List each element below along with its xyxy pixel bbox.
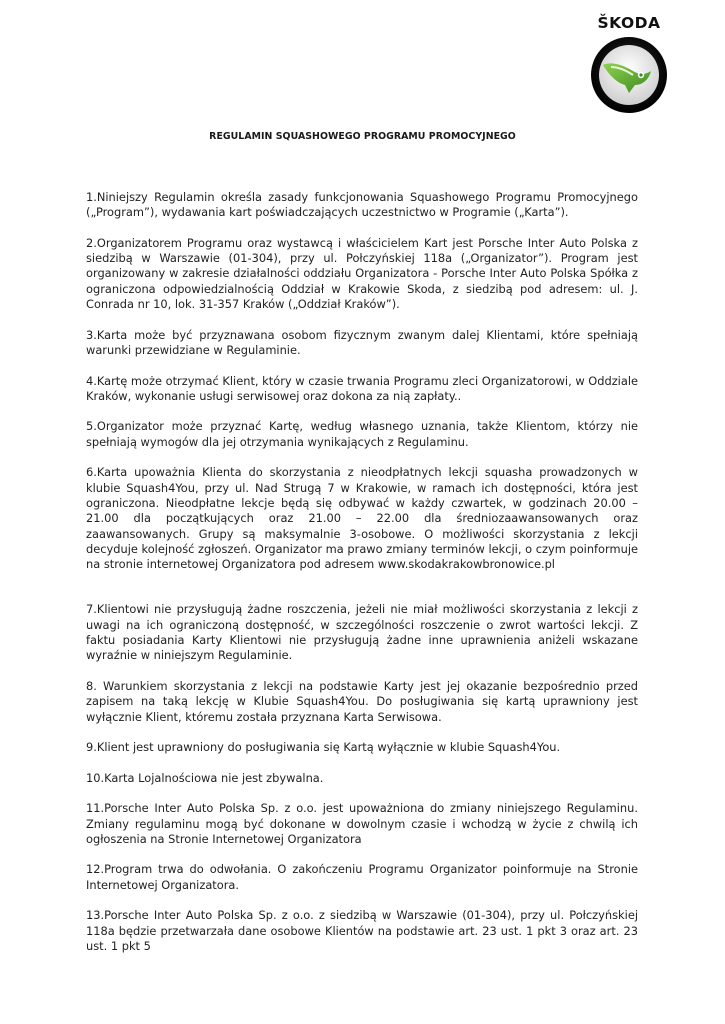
paragraph-1: 1.Niniejszy Regulamin określa zasady funkcjonowania Squashowego Programu Promocyjnego („Program”), wydawania kart poświadczających uczestnictwo w Programie („Karta”).: [86, 190, 638, 220]
paragraph-2: 2.Organizatorem Programu oraz wystawcą i właścicielem Kart jest Porsche Inter Auto Polska z siedzibą w Warszawie (01-304), przy ul. Połczyńskiej 118a („Organizator”). Program jest organizowany w zakresie działalności oddziału Organizatora - Porsche Inter Auto Polska Spółka z ograniczona odpowiedzialnością Oddział w Krakowie Skoda, z siedzibą pod adresem: ul. J. Conrada nr 10, lok. 31-357 Kraków („Oddział Kraków”).: [86, 235, 638, 312]
paragraph-12: 12.Program trwa do odwołania. O zakończeniu Programu Organizator poinformuje na Stronie Internetowej Organizatora.: [86, 862, 638, 892]
paragraph-6: 6.Karta upoważnia Klienta do skorzystania z nieodpłatnych lekcji squasha prowadzonych w klubie Squash4You, przy ul. Nad Strugą 7 w Krakowie, w ramach ich dostępności, która jest ograniczona. Nieodpłatne lekcje będą się odbywać w każdy czwartek, w godzinach 20.00 – 21.00 dla początkujących oraz 21.00 – 22.00 dla średniozaawansowanych oraz zaawansowanych. Grupy są maksymalnie 3-osobowe. O możliwości skorzystania z lekcji decyduje kolejność zgłoszeń. Organizator ma prawo zmiany terminów lekcji, o czym poinformuje na stronie internetowej Organizatora pod adresem www.skodakrakowbronowice.pl: [86, 465, 638, 572]
paragraph-4: 4.Kartę może otrzymać Klient, który w czasie trwania Programu zleci Organizatorowi, w Oddziale Kraków, wykonanie usługi serwisowej oraz dokona za nią zapłaty..: [86, 373, 638, 403]
skoda-winged-arrow-icon: [589, 35, 669, 115]
paragraph-11: 11.Porsche Inter Auto Polska Sp. z o.o. jest upoważniona do zmiany niniejszego Regulaminu. Zmiany regulaminu mogą być dokonane w dowolnym czasie i wchodzą w życie z chwilą ich ogłoszenia na Stronie Internetowej Organizatora: [86, 801, 638, 846]
paragraph-7: 7.Klientowi nie przysługują żadne roszczenia, jeżeli nie miał możliwości skorzystania z lekcji z uwagi na ich ograniczoną dostępność, w szczególności roszczenie o zwrot wartości lekcji. Z faktu posiadania Karty Klientowi nie przysługują żadne inne uprawnienia aniżeli wskazane wyraźnie w niniejszym Regulaminie.: [86, 602, 638, 663]
brand-header: [589, 14, 669, 119]
document-title: REGULAMIN SQUASHOWEGO PROGRAMU PROMOCYJNEGO: [209, 131, 516, 142]
paragraph-13: 13.Porsche Inter Auto Polska Sp. z o.o. z siedzibą w Warszawie (01-304), przy ul. Połczyńskiej 118a będzie przetwarzała dane osobowe Klientów na podstawie art. 23 ust. 1 pkt 3 oraz art. 23 ust. 1 pkt 5: [86, 908, 638, 953]
paragraph-10: 10.Karta Lojalnościowa nie jest zbywalna.: [86, 770, 324, 785]
paragraph-9: 9.Klient jest uprawniony do posługiwania się Kartą wyłącznie w klubie Squash4You.: [86, 740, 561, 755]
document-body: [86, 190, 638, 970]
paragraph-5: 5.Organizator może przyznać Kartę, według własnego uznania, także Klientom, którzy nie spełniają wymogów dla jej otrzymania wynikających z Regulaminu.: [86, 419, 638, 449]
brand-name: ŠKODA: [597, 14, 661, 32]
paragraph-8: 8. Warunkiem skorzystania z lekcji na podstawie Karty jest jej okazanie bezpośrednio przed zapisem na taką lekcję w Klubie Squash4You. Do posługiwania się kartą uprawniony jest wyłącznie Klient, któremu została przyznana Karta Serwisowa.: [86, 678, 638, 724]
paragraph-3: 3.Karta może być przyznawana osobom fizycznym zwanym dalej Klientami, które spełniają warunki przewidziane w Regulaminie.: [86, 327, 638, 357]
